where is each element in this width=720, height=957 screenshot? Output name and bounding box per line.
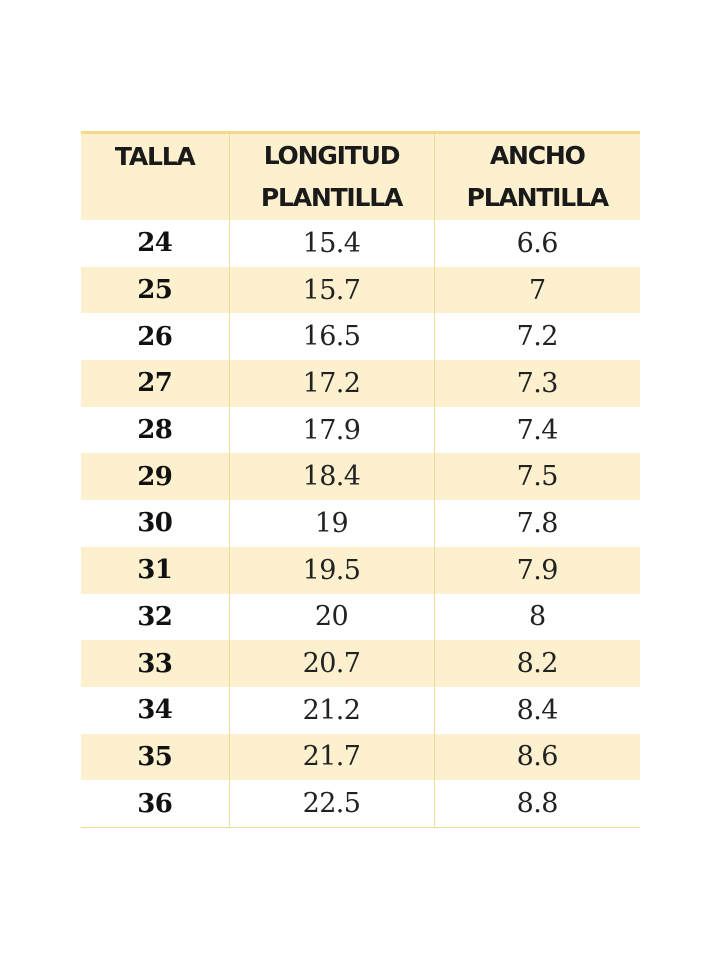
cell-longitud: 20.7: [229, 640, 434, 687]
cell-longitud: 15.4: [229, 220, 434, 267]
table-row: [81, 267, 640, 314]
cell-ancho: 7.8: [434, 500, 640, 547]
header-ancho-line2: PLANTILLA: [466, 183, 608, 212]
cell-talla: 28: [137, 415, 173, 446]
cell-ancho: 8.4: [434, 687, 640, 734]
table-row: [81, 734, 640, 781]
table-row: [81, 547, 640, 594]
cell-talla: 29: [81, 453, 229, 500]
cell-ancho: 8.8: [434, 780, 640, 827]
header-ancho-plantilla: [434, 133, 640, 221]
cell-ancho: 6.6: [434, 220, 640, 267]
cell-talla: 32: [137, 601, 173, 632]
table-row: [81, 453, 640, 500]
cell-longitud: 21.7: [229, 734, 434, 781]
size-chart-table: [81, 131, 640, 828]
cell-ancho: 7.3: [434, 360, 640, 407]
table-header-row: [81, 133, 640, 221]
cell-ancho: 7.2: [434, 313, 640, 360]
table-row: [81, 640, 640, 687]
table-row: [81, 313, 640, 360]
cell-talla: 35: [81, 734, 229, 781]
cell-talla: 36: [137, 788, 173, 819]
cell-longitud: 19: [229, 500, 434, 547]
cell-talla: 31: [81, 547, 229, 594]
cell-ancho: 7.5: [434, 453, 640, 500]
table-row: [81, 687, 640, 734]
cell-longitud: 21.2: [229, 687, 434, 734]
cell-ancho: 7.4: [434, 407, 640, 454]
cell-ancho: 7.9: [434, 547, 640, 594]
table-row: [81, 780, 640, 827]
header-longitud-plantilla: [229, 133, 434, 221]
cell-talla: 26: [137, 321, 173, 352]
header-longitud-line2: PLANTILLA: [260, 183, 403, 212]
cell-talla: 30: [137, 508, 173, 539]
table-row: [81, 500, 640, 547]
cell-talla: 24: [137, 228, 173, 259]
header-talla: [81, 133, 229, 221]
cell-talla: 33: [81, 640, 229, 687]
header-ancho-line1: ANCHO: [489, 141, 585, 170]
cell-longitud: 17.2: [229, 360, 434, 407]
cell-longitud: 20: [229, 594, 434, 641]
cell-longitud: 16.5: [229, 313, 434, 360]
table-row: [81, 360, 640, 407]
cell-ancho: 8: [434, 594, 640, 641]
header-talla-label: TALLA: [114, 142, 195, 171]
cell-talla: 25: [81, 267, 229, 314]
cell-longitud: 17.9: [229, 407, 434, 454]
cell-ancho: 8.2: [434, 640, 640, 687]
cell-talla: 34: [137, 695, 173, 726]
cell-ancho: 7: [434, 267, 640, 314]
cell-ancho: 8.6: [434, 734, 640, 781]
table-row: [81, 220, 640, 267]
cell-talla: 27: [81, 360, 229, 407]
cell-longitud: 22.5: [229, 780, 434, 827]
cell-longitud: 15.7: [229, 267, 434, 314]
table-row: [81, 407, 640, 454]
table-row: [81, 594, 640, 641]
cell-longitud: 19.5: [229, 547, 434, 594]
cell-longitud: 18.4: [229, 453, 434, 500]
header-longitud-line1: LONGITUD: [263, 141, 400, 170]
